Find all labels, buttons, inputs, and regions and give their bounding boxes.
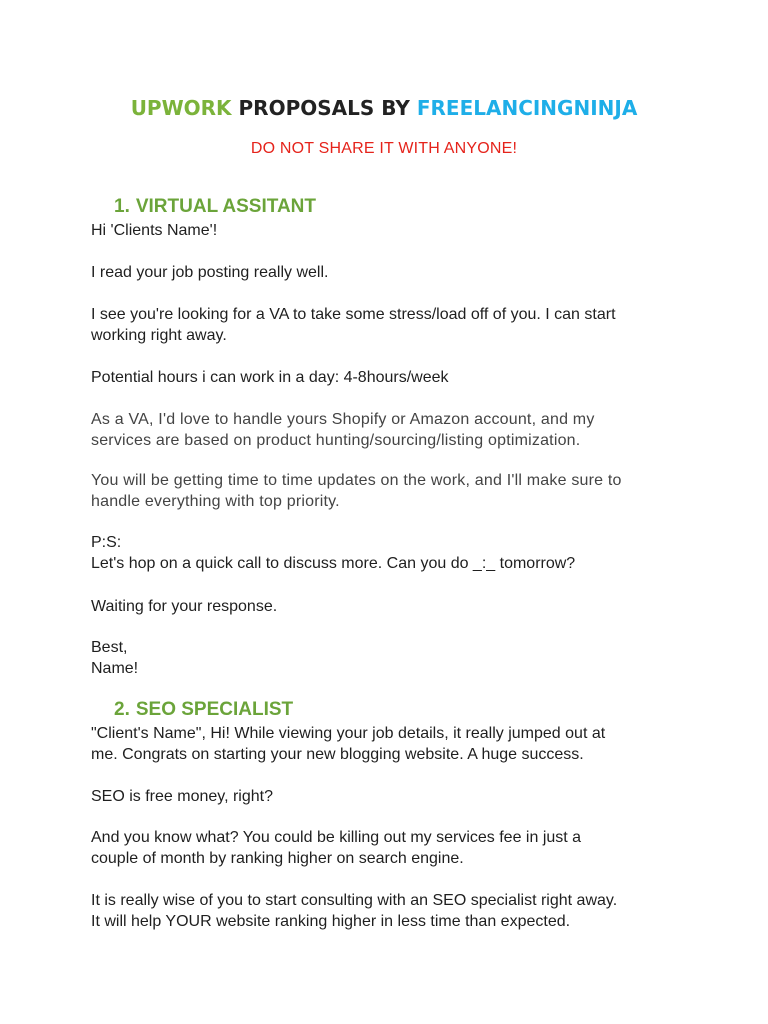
text-line: Waiting for your response. (91, 598, 278, 615)
text-line: working right away. (91, 327, 227, 344)
text-line: And you know what? You could be killing out my services fee in just a (91, 829, 582, 846)
text-line: I see you're looking for a VA to take some stress/load off of you. I can start (91, 306, 616, 323)
section-heading-seo-specialist (114, 699, 293, 721)
paragraph (91, 220, 691, 241)
text-line: I read your job posting really well. (91, 264, 329, 281)
paragraph (91, 304, 691, 346)
paragraph (91, 827, 691, 869)
section-number: 2. (114, 699, 130, 720)
paragraph (91, 470, 691, 512)
paragraph (91, 409, 691, 451)
paragraph (91, 723, 691, 765)
section-heading-virtual-assistant (114, 196, 316, 218)
text-line: P:S: (91, 534, 122, 551)
text-line: services are based on product hunting/sourcing/listing optimization. (91, 432, 581, 449)
section-title: SEO SPECIALIST (135, 699, 294, 720)
title-word-freelancingninja: FREELANCINGNINJA (416, 96, 638, 120)
paragraph (91, 637, 691, 679)
paragraph (91, 786, 691, 807)
text-line: You will be getting time to time updates on the work, and I'll make sure to (91, 472, 622, 489)
title-word-proposals-by: PROPOSALS BY (238, 96, 410, 120)
text-line: It will help YOUR website ranking higher in less time than expected. (91, 913, 571, 930)
warning-notice: DO NOT SHARE IT WITH ANYONE! (250, 140, 518, 157)
text-line: Potential hours i can work in a day: 4-8hours/week (91, 369, 449, 386)
paragraph (91, 890, 691, 932)
text-line: As a VA, I'd love to handle yours Shopify or Amazon account, and my (91, 411, 595, 428)
paragraph (91, 262, 691, 283)
text-line: couple of month by ranking higher on search engine. (91, 850, 464, 867)
title-word-upwork: UPWORK (130, 96, 232, 120)
text-line: Best, (91, 639, 128, 656)
section-number: 1. (114, 196, 130, 217)
section-title: VIRTUAL ASSITANT (135, 196, 317, 217)
text-line: Let's hop on a quick call to discuss more. Can you do _:_ tomorrow? (91, 555, 576, 572)
paragraph (91, 367, 691, 388)
paragraph (91, 596, 691, 617)
text-line: "Client's Name", Hi! While viewing your job details, it really jumped out at (91, 725, 606, 742)
text-line: handle everything with top priority. (91, 493, 340, 510)
text-line: It is really wise of you to start consulting with an SEO specialist right away. (91, 892, 618, 909)
document-title (0, 96, 768, 120)
text-line: me. Congrats on starting your new blogging website. A huge success. (91, 746, 584, 763)
text-line: SEO is free money, right? (91, 788, 273, 805)
text-line: Name! (91, 660, 139, 677)
text-line: Hi 'Clients Name'! (91, 222, 218, 239)
paragraph (91, 532, 691, 574)
